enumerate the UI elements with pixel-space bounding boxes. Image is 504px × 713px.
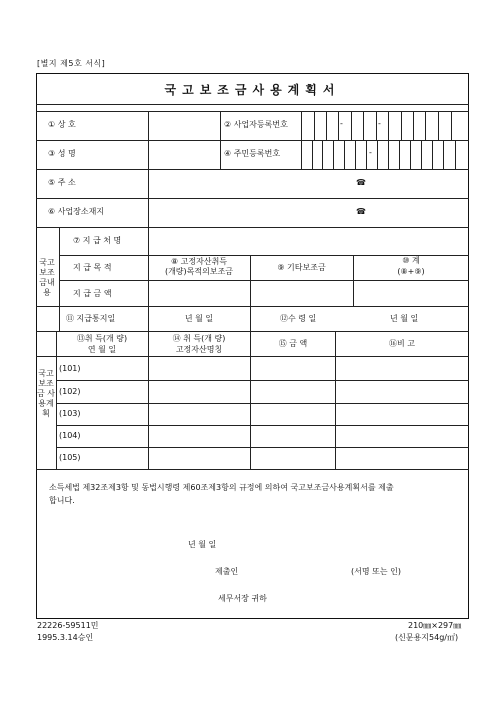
other-subsidy-label: ⑨ 기타보조금	[277, 263, 326, 272]
divider	[351, 111, 352, 140]
business-reg-no-label: ② 사업자등록번호	[224, 120, 288, 129]
acquisition-date-subheader: 연 월 일	[87, 345, 117, 354]
divider	[344, 140, 345, 169]
divider	[335, 331, 336, 469]
divider	[353, 255, 354, 306]
divider	[36, 169, 469, 170]
receipt-date-value: 년 월 일	[390, 314, 419, 323]
paper-size: 210㎜×297㎜	[408, 621, 462, 630]
divider	[421, 140, 422, 169]
resident-no-separator: -	[369, 148, 372, 157]
name-label: ③ 성 명	[48, 149, 76, 158]
divider	[443, 140, 444, 169]
divider	[59, 280, 469, 281]
reg-no-separator: -	[340, 119, 343, 128]
divider	[148, 331, 149, 469]
payer-label: ⑦ 지 급 처 명	[73, 236, 122, 245]
divider	[301, 111, 302, 169]
receipt-date-label: ⑫수 령 일	[280, 314, 317, 323]
divider	[388, 140, 389, 169]
approval-date: 1995.3.14승인	[37, 633, 94, 642]
reg-no-separator: -	[378, 119, 381, 128]
divider	[322, 140, 323, 169]
phone-icon: ☎	[356, 178, 366, 187]
resident-reg-no-label: ④ 주민등록번호	[224, 149, 281, 158]
business-location-label: ⑥ 사업장소재지	[48, 207, 105, 216]
divider	[148, 111, 149, 227]
plan-row-code: (101)	[59, 364, 81, 373]
plan-row-code: (105)	[59, 453, 81, 462]
divider	[425, 111, 426, 140]
amount-label: 지 급 금 액	[73, 289, 112, 298]
payment-date-label: ⑪ 지급통지일	[66, 314, 116, 323]
divider	[36, 469, 469, 470]
asset-name-header: ⑭ 취 득(개 량)	[172, 334, 226, 343]
divider	[220, 111, 221, 169]
signature-note: (서명 또는 인)	[351, 567, 401, 576]
divider	[451, 111, 452, 140]
fixed-asset-subsidy-label: ⑧ 고정자산취득	[170, 257, 228, 266]
submitter-label: 제출인	[215, 567, 239, 576]
phone-icon: ☎	[356, 207, 366, 216]
divider	[250, 255, 251, 331]
amount-header: ⑮ 금 액	[278, 339, 308, 348]
plan-row-code: (103)	[59, 409, 81, 418]
divider	[56, 447, 469, 448]
declaration-text-end: 합니다.	[49, 496, 75, 505]
fixed-asset-subsidy-sublabel: (개량)목적의보조금	[164, 267, 234, 276]
divider	[314, 111, 315, 140]
divider	[36, 198, 469, 199]
note-header: ⑯비 고	[389, 339, 415, 348]
subsidy-section-label: 국고보조금내용	[39, 258, 55, 297]
asset-name-subheader: 고정자산명칭	[175, 345, 223, 354]
divider	[56, 380, 469, 381]
divider	[36, 140, 469, 141]
total-formula: (⑧+⑨)	[397, 267, 425, 276]
divider	[36, 111, 469, 112]
divider	[410, 140, 411, 169]
form-code: 22226-59511민	[37, 621, 99, 630]
divider	[455, 140, 456, 169]
divider	[377, 140, 378, 169]
submission-date: 년 월 일	[188, 540, 217, 549]
divider	[366, 140, 367, 169]
divider	[338, 111, 339, 140]
divider	[333, 140, 334, 169]
plan-row-code: (102)	[59, 387, 81, 396]
divider	[36, 306, 469, 307]
divider	[432, 140, 433, 169]
divider	[312, 140, 313, 169]
payment-date-value: 년 월 일	[184, 314, 214, 323]
form-number-label: [별지 제5호 서식]	[37, 59, 106, 68]
total-label: ⑩ 계	[402, 256, 420, 265]
divider	[250, 331, 251, 469]
plan-row-code: (104)	[59, 431, 81, 440]
divider	[401, 111, 402, 140]
divider	[59, 227, 60, 331]
divider	[326, 111, 327, 140]
divider	[36, 227, 469, 228]
address-label: ⑤ 주 소	[48, 178, 76, 187]
divider	[355, 140, 356, 169]
divider	[399, 140, 400, 169]
divider	[56, 425, 469, 426]
purpose-label: 지 급 목 적	[73, 263, 112, 272]
paper-weight: (신문용지54g/㎡)	[395, 633, 459, 642]
divider	[148, 227, 149, 331]
divider	[438, 111, 439, 140]
divider	[376, 111, 377, 140]
acquisition-date-header: ⑬취 득(개 량)	[76, 334, 128, 343]
addressee: 세무서장 귀하	[218, 594, 267, 603]
divider	[363, 111, 364, 140]
plan-section-label: 국고보조금 사용계획	[37, 369, 55, 418]
divider	[36, 331, 469, 332]
trade-name-label: ① 상 호	[48, 120, 76, 129]
divider	[36, 104, 469, 105]
divider	[388, 111, 389, 140]
divider	[56, 403, 469, 404]
divider	[36, 356, 469, 357]
divider	[413, 111, 414, 140]
declaration-text: 소득세법 제32조제3항 및 동법시행령 제60조제3항의 규정에 의하여 국고보조금사용계획서를 제출	[49, 483, 394, 492]
form-title: 국고보조금사용계획서	[164, 83, 341, 97]
